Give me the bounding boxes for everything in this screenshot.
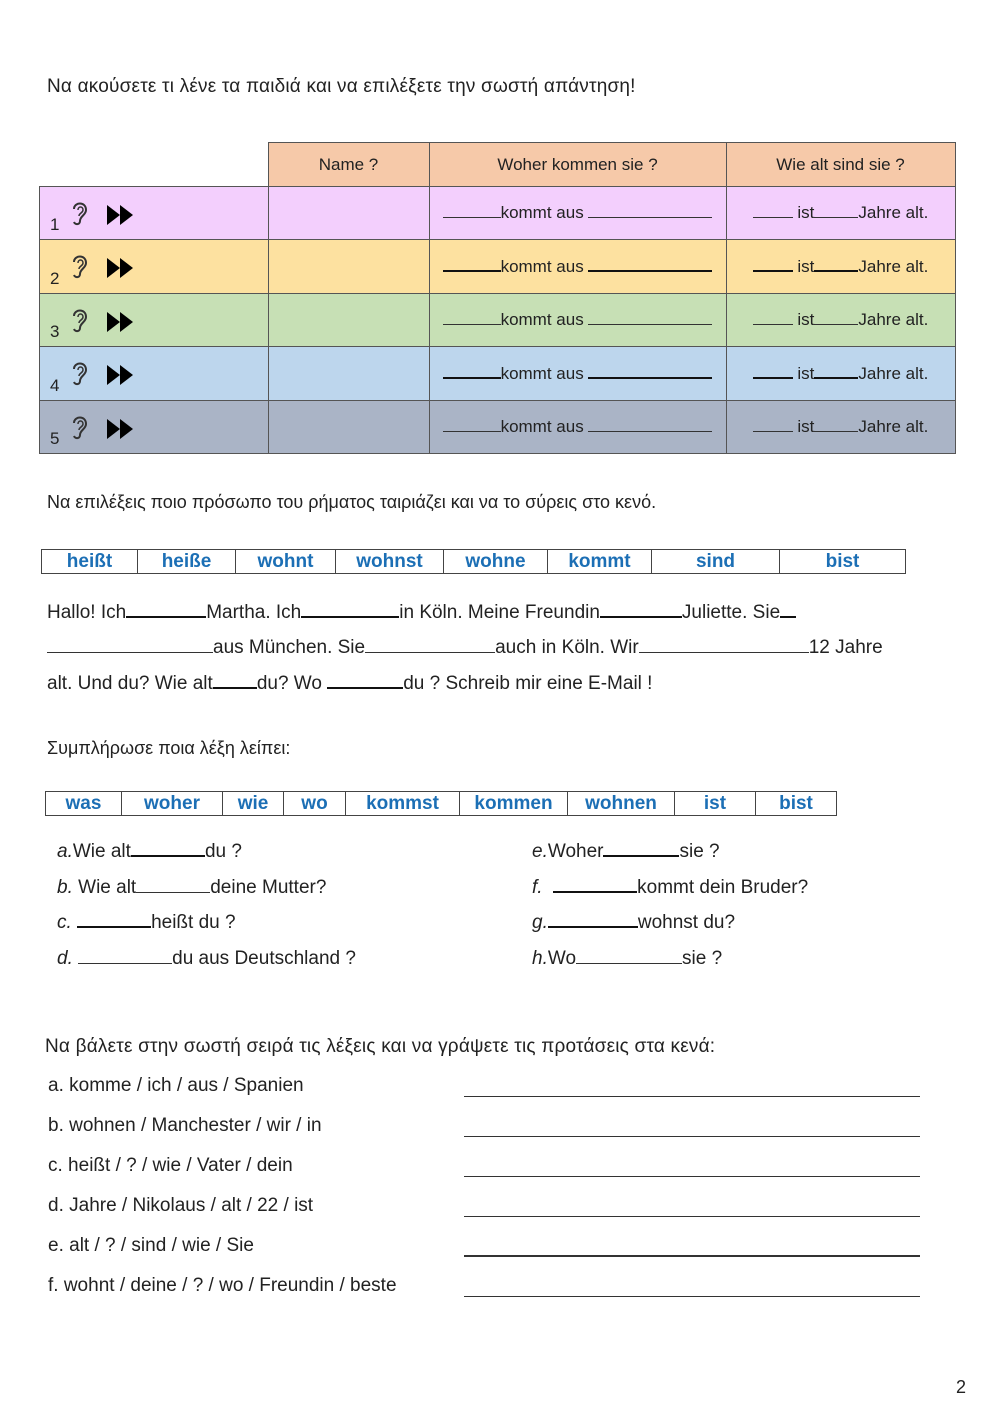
word-chip[interactable]: wohnen: [568, 792, 675, 815]
listening-table: [39, 142, 956, 454]
answer-line[interactable]: [464, 1136, 920, 1137]
drop-blank[interactable]: [639, 652, 809, 653]
scramble-item: b. wohnen / Manchester / wir / in: [48, 1115, 322, 1136]
word-chip[interactable]: wo: [284, 792, 346, 815]
question-g: g. wohnst du?: [532, 912, 736, 933]
question-c: c. heißt du ?: [57, 912, 236, 933]
drop-blank[interactable]: [78, 963, 172, 964]
answer-line[interactable]: [464, 1296, 920, 1297]
row-number: 1: [50, 215, 60, 234]
question-e: e.Woher sie ?: [532, 841, 720, 862]
word-chip[interactable]: wie: [223, 792, 284, 815]
task1-instruction: Να ακούσετε τι λένε τα παιδιά και να επιλέξετε την σωστή απάντηση!: [47, 76, 636, 97]
task3-instruction: Συμπλήρωσε ποια λέξη λείπει:: [47, 738, 291, 758]
word-chip[interactable]: wohnt: [236, 550, 336, 573]
answer-line[interactable]: [464, 1216, 920, 1217]
task2-instruction: Να επιλέξεις ποιο πρόσωπο του ρήματος ταιριάζει και να το σύρεις στο κενό.: [47, 492, 657, 512]
drop-blank[interactable]: [600, 616, 682, 618]
play-forward-icon[interactable]: [107, 419, 135, 439]
name-cell[interactable]: [268, 240, 429, 294]
scramble-item: e. alt / ? / sind / wie / Sie: [48, 1235, 254, 1256]
word-chip[interactable]: was: [46, 792, 122, 815]
word-bank-verbs: [41, 549, 906, 574]
scramble-item: a. komme / ich / aus / Spanien: [48, 1075, 304, 1096]
name-cell[interactable]: [268, 294, 429, 347]
row-number: 2: [50, 269, 60, 288]
name-cell[interactable]: [268, 401, 429, 454]
table-row: 1 kommt aus ist Jahre alt.: [40, 187, 956, 240]
drop-blank[interactable]: [301, 616, 399, 618]
scramble-item: c. heißt / ? / wie / Vater / dein: [48, 1155, 293, 1176]
drop-blank[interactable]: [553, 891, 637, 893]
question-f: f. kommt dein Bruder?: [532, 877, 809, 898]
question-a: a.Wie alt du ?: [57, 841, 242, 862]
drop-blank[interactable]: [603, 855, 679, 857]
header-woher: Woher kommen sie ?: [429, 143, 726, 187]
drop-blank[interactable]: [47, 652, 213, 653]
page-number: 2: [956, 1377, 967, 1397]
question-b: b. Wie alt deine Mutter?: [57, 877, 327, 898]
task4-instruction: Να βάλετε στην σωστή σειρά τις λέξεις και να γράψετε τις προτάσεις στα κενά:: [45, 1036, 716, 1057]
word-chip[interactable]: wohne: [444, 550, 548, 573]
word-chip[interactable]: sind: [652, 550, 780, 573]
play-forward-icon[interactable]: [107, 312, 135, 332]
ear-icon[interactable]: [68, 252, 92, 280]
drop-blank[interactable]: [213, 687, 257, 689]
word-chip[interactable]: ist: [675, 792, 756, 815]
drop-blank[interactable]: [136, 892, 210, 893]
ear-icon[interactable]: [68, 359, 92, 387]
word-chip[interactable]: kommen: [460, 792, 568, 815]
word-chip[interactable]: bist: [779, 793, 813, 814]
scramble-item: f. wohnt / deine / ? / wo / Freundin / beste: [48, 1275, 397, 1296]
ear-icon[interactable]: [68, 199, 92, 227]
ear-icon[interactable]: [68, 413, 92, 441]
drop-blank[interactable]: [327, 687, 403, 689]
word-chip[interactable]: kommst: [346, 792, 460, 815]
row-number: 3: [50, 322, 60, 341]
word-chip[interactable]: woher: [122, 792, 223, 815]
table-row: 4 kommt aus ist Jahre alt.: [40, 347, 956, 401]
table-row: 2 kommt aus ist Jahre alt.: [40, 240, 956, 294]
ear-icon[interactable]: [68, 306, 92, 334]
word-chip[interactable]: heiße: [138, 550, 236, 573]
table-row: 5 kommt aus ist Jahre alt.: [40, 401, 956, 454]
header-alt: Wie alt sind sie ?: [726, 143, 955, 187]
header-name: Name ?: [268, 143, 429, 187]
play-forward-icon[interactable]: [107, 205, 135, 225]
answer-line[interactable]: [464, 1096, 920, 1097]
drop-blank[interactable]: [365, 652, 495, 653]
question-h: h.Wo sie ?: [532, 948, 723, 969]
word-chip[interactable]: bist: [825, 551, 860, 572]
drop-blank[interactable]: [576, 963, 682, 964]
word-chip[interactable]: heißt: [42, 550, 138, 573]
word-chip[interactable]: wohnst: [336, 550, 444, 573]
answer-line[interactable]: [464, 1255, 920, 1257]
row-number: 5: [50, 429, 60, 448]
text-line-1: Hallo! Ich Martha. Ich in Köln. Meine Freundin Juliette. Sie: [47, 602, 796, 624]
name-cell[interactable]: [268, 187, 429, 240]
name-cell[interactable]: [268, 347, 429, 401]
scramble-item: d. Jahre / Nikolaus / alt / 22 / ist: [48, 1195, 314, 1216]
answer-line[interactable]: [464, 1176, 920, 1177]
play-forward-icon[interactable]: [107, 258, 135, 278]
row-number: 4: [50, 376, 60, 395]
play-forward-icon[interactable]: [107, 365, 135, 385]
word-bank-questions: [45, 791, 837, 816]
drop-blank[interactable]: [77, 926, 151, 928]
drop-blank[interactable]: [126, 616, 206, 618]
word-chip[interactable]: kommt: [548, 550, 652, 573]
text-line-3: alt. Und du? Wie alt du? Wo du ? Schreib mir eine E-Mail !: [47, 673, 653, 694]
drop-blank[interactable]: [780, 616, 796, 618]
text-line-2: aus München. Sie auch in Köln. Wir 12 Jahre: [47, 637, 883, 659]
question-d: d. du aus Deutschland ?: [57, 948, 356, 969]
drop-blank[interactable]: [131, 855, 205, 857]
table-row: 3 kommt aus ist Jahre alt.: [40, 294, 956, 347]
drop-blank[interactable]: [548, 926, 638, 928]
